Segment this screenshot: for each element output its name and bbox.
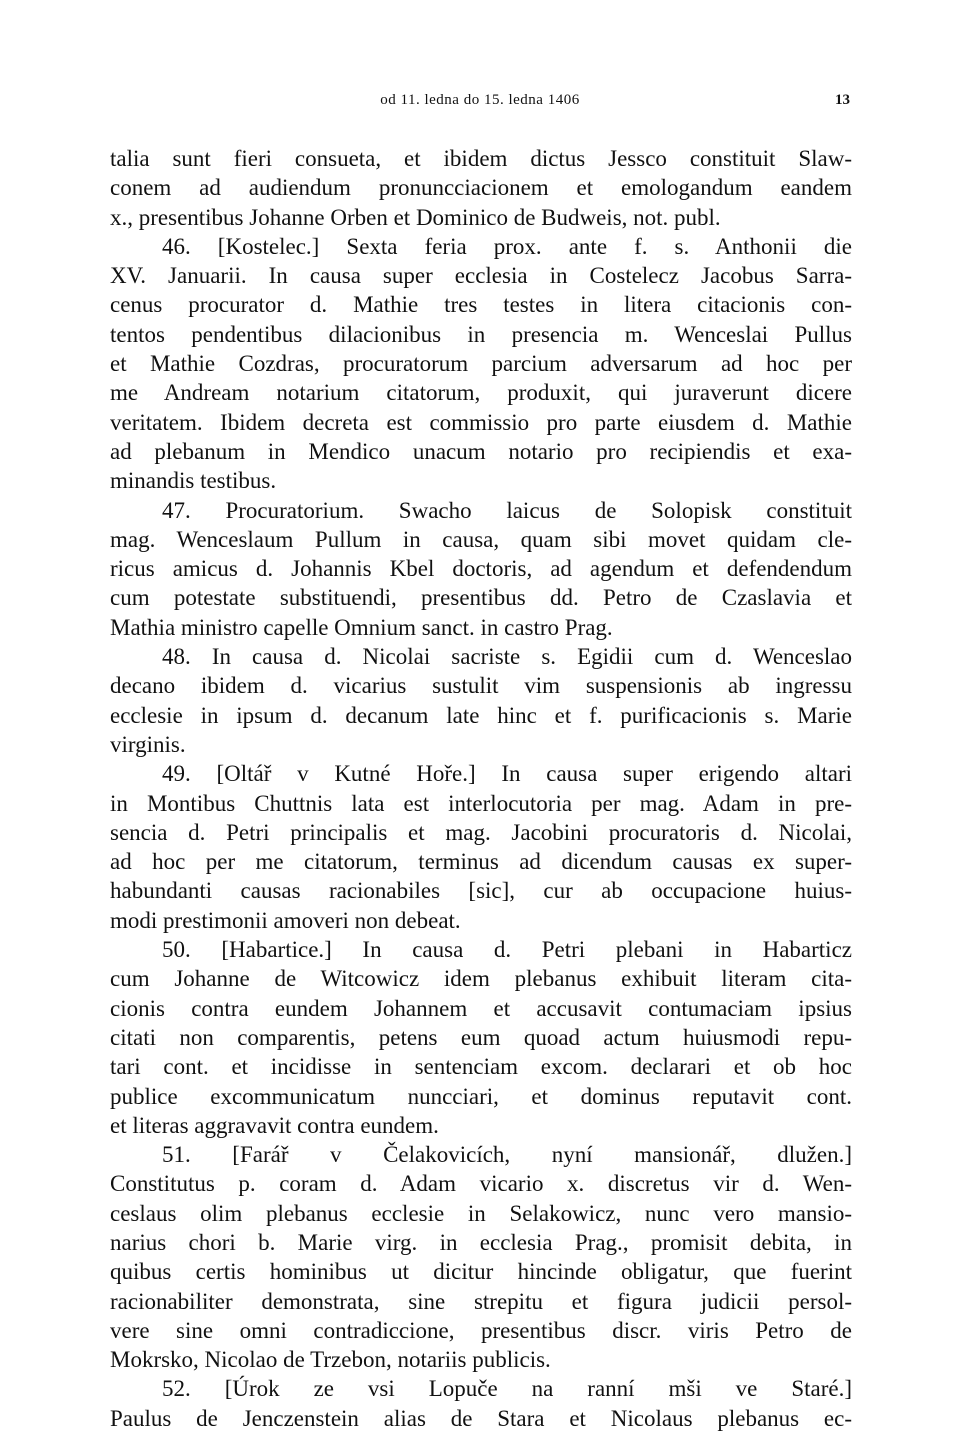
text-line: 47. Procuratorium. Swacho laicus de Solopisk constituit — [162, 497, 852, 523]
text-line: me Andream notarium citatorum, produxit, qui juraverunt dicere — [110, 380, 852, 406]
text-line: sencia d. Petri principalis et mag. Jacobini procuratoris d. Nicolai, — [110, 819, 852, 845]
text-line: XV. Januarii. In causa super ecclesia in Costelecz Jacobus Sarra- — [110, 263, 852, 289]
text-line: ad plebanum in Mendico unacum notario pro recipiendis et exa- — [110, 438, 852, 464]
text-line: 52. [Úrok ze vsi Lopuče na ranní mši ve Staré.] — [162, 1376, 852, 1402]
text-line: cum Johanne de Witcowicz idem plebanus exhibuit literam cita- — [110, 966, 852, 992]
text-line: minandis testibus. — [110, 468, 277, 494]
text-line: conem ad audiendum pronuncciacionem et emologandum eandem — [110, 175, 852, 201]
text-line: 51. [Farář v Čelakovicích, nyní mansionář, dlužen.] — [162, 1142, 852, 1168]
text-line: modi prestimonii amoveri non debeat. — [110, 907, 461, 933]
text-line: veritatem. Ibidem decreta est commissio pro parte eiusdem d. Mathie — [110, 409, 852, 435]
text-line: Paulus de Jenczenstein alias de Stara et Nicolaus plebanus ec- — [110, 1405, 852, 1431]
text-line: cum potestate substituendi, presentibus dd. Petro de Czaslavia et — [110, 585, 852, 611]
text-line: decano ibidem d. vicarius sustulit vim suspensionis ab ingressu — [110, 673, 852, 699]
text-line: ad hoc per me citatorum, terminus ad dicendum causas ex super- — [110, 849, 852, 875]
text-line: et Mathie Cozdras, procuratorum parcium adversarum ad hoc per — [110, 351, 852, 377]
text-line: citati non comparentis, petens eum quoad actum huiusmodi repu- — [110, 1024, 852, 1050]
text-line: cenus procurator d. Mathie tres testes in litera citacionis con- — [110, 292, 852, 318]
text-line: 46. [Kostelec.] Sexta feria prox. ante f. s. Anthonii die — [162, 233, 852, 259]
text-line: 49. [Oltář v Kutné Hoře.] In causa super erigendo altari — [162, 761, 852, 787]
text-line: habundanti causas racionabiles [sic], cur ab occupacione huius- — [110, 878, 852, 904]
text-line: publice excommunicatum nuncciari, et dominus reputavit cont. — [110, 1083, 852, 1109]
text-line: virginis. — [110, 731, 186, 757]
text-line: Constitutus p. coram d. Adam vicario x. discretus vir d. Wen- — [110, 1171, 852, 1197]
text-line: cionis contra eundem Johannem et accusavit contumaciam ipsius — [110, 995, 852, 1021]
page-number: 13 — [835, 92, 850, 108]
running-title: od 11. ledna do 15. ledna 1406 — [380, 92, 580, 108]
text-line: ceslaus olim plebanus ecclesie in Selakowicz, nunc vero mansio- — [110, 1200, 852, 1226]
text-line: in Montibus Chuttnis lata est interlocutoria per mag. Adam in pre- — [110, 790, 852, 816]
text-line: Mokrsko, Nicolao de Trzebon, notariis publicis. — [110, 1347, 551, 1373]
text-line: vere sine omni contradiccione, presentibus discr. viris Petro de — [110, 1317, 852, 1343]
text-line: talia sunt fieri consueta, et ibidem dictus Jessco constituit Slaw- — [110, 146, 852, 171]
page-header — [110, 92, 850, 116]
text-line: narius chori b. Marie virg. in ecclesia Prag., promisit debita, in — [110, 1229, 852, 1255]
text-line: tari cont. et incidisse in sentenciam excom. declarari et ob hoc — [110, 1054, 852, 1080]
text-line: 48. In causa d. Nicolai sacriste s. Egidii cum d. Wenceslao — [162, 644, 852, 670]
text-line: tentos pendentibus dilacionibus in presencia m. Wenceslai Pullus — [110, 321, 852, 347]
text-line: ricus amicus d. Johannis Kbel doctoris, ad agendum et defendendum — [110, 556, 852, 582]
text-body — [110, 144, 852, 1433]
text-line: ecclesie in ipsum d. decanum late hinc et f. purificacionis s. Marie — [110, 702, 852, 728]
text-line: x., presentibus Johanne Orben et Dominico de Budweis, not. publ. — [110, 204, 721, 230]
text-line: quibus certis hominibus ut dicitur hincinde obligatur, que fuerint — [110, 1259, 852, 1285]
text-line: racionabiliter demonstrata, sine strepitu et figura judicii persol- — [110, 1288, 852, 1314]
text-line: et literas aggravavit contra eundem. — [110, 1112, 439, 1138]
text-line: Mathia ministro capelle Omnium sanct. in castro Prag. — [110, 614, 613, 640]
text-line: 50. [Habartice.] In causa d. Petri plebani in Habarticz — [162, 937, 852, 963]
text-line: mag. Wenceslaum Pullum in causa, quam sibi movet quidam cle- — [110, 526, 852, 552]
